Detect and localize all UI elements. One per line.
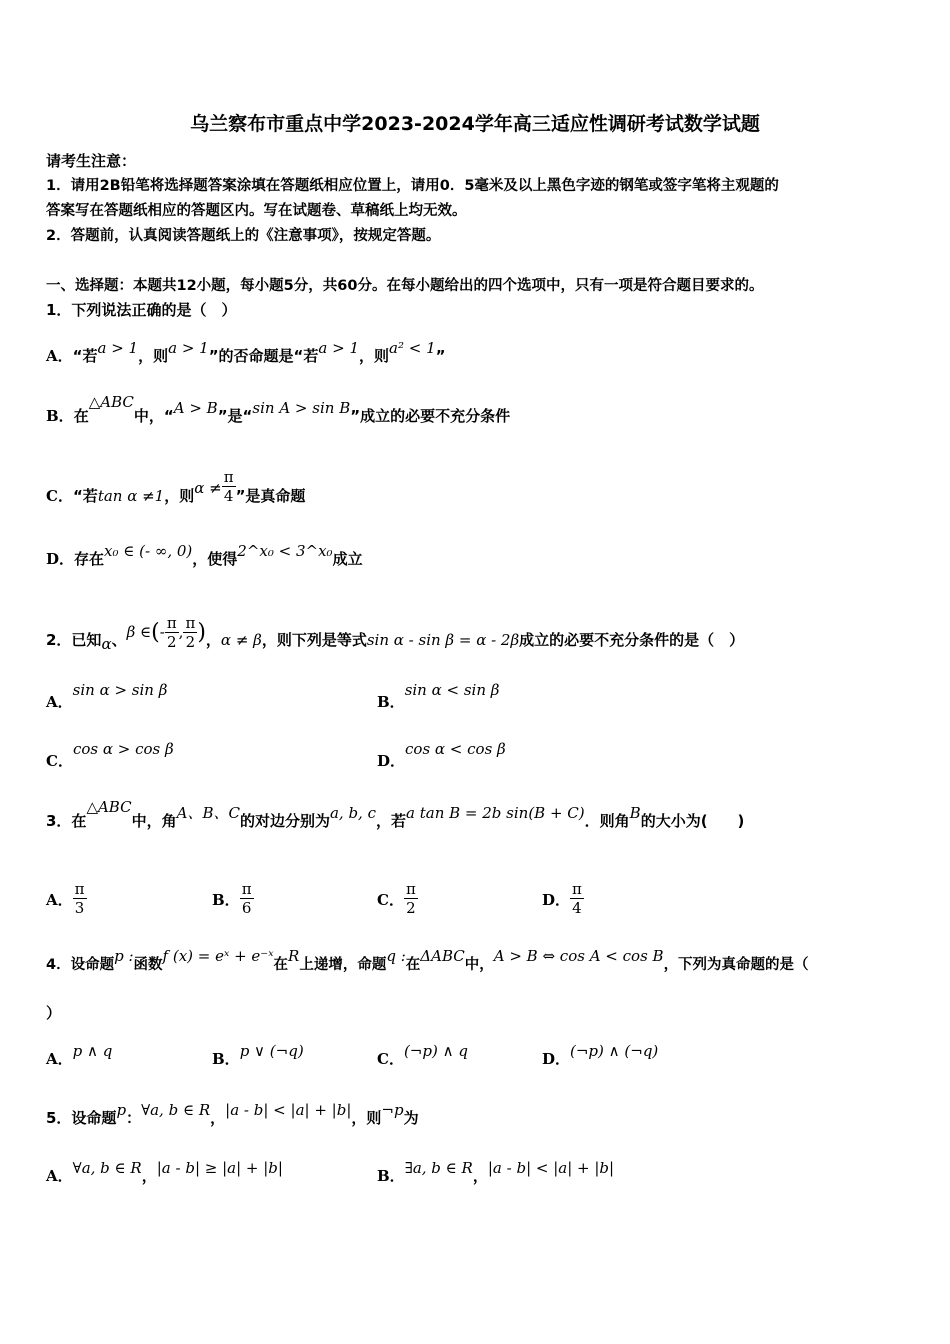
option-label: C． [377, 891, 404, 909]
text: “若 [72, 487, 98, 505]
text: 2．已知 [46, 631, 102, 649]
numerator: π [405, 880, 416, 898]
text: 成立的必要不充分条件的是（ ） [519, 631, 745, 649]
text: 的大小为( ) [640, 812, 745, 830]
math: tan α ≠1 [97, 487, 165, 505]
math: 2^x₀ < 3^x₀ [237, 542, 333, 560]
q1-option-a [46, 339, 446, 366]
notice-heading: 请考生注意： [46, 152, 137, 170]
math: α [101, 635, 112, 653]
minus-sign: - [159, 623, 165, 641]
section-heading: 一、选择题：本题共12小题，每小题5分，共60分。在每小题给出的四个选项中，只有一项是符合题目要求的。 [46, 278, 764, 294]
q2-option-b [377, 681, 500, 712]
option-label: C． [377, 1050, 404, 1068]
denominator: 4 [572, 899, 582, 917]
q3-option-a [46, 882, 87, 919]
math: R [288, 947, 300, 965]
math: sin A > sin B [252, 399, 351, 417]
text: 成立 [332, 550, 363, 568]
q3-option-c [377, 882, 418, 919]
text: ” [435, 347, 446, 365]
q4-stem-close: ） [46, 1004, 62, 1022]
option-label: A． [46, 891, 73, 909]
option-label: A． [46, 693, 73, 711]
math: f (x) = eˣ + e⁻ˣ [162, 947, 274, 965]
fraction [570, 880, 584, 917]
math: a > 1 [318, 339, 360, 357]
q4-option-d [542, 1042, 659, 1069]
q4-stem [46, 947, 809, 975]
fraction [222, 468, 236, 505]
option-label: B． [212, 1050, 240, 1068]
math: ∀a, b ∈ R [141, 1101, 211, 1119]
fraction [165, 614, 179, 651]
option-label: A． [46, 1167, 73, 1185]
math: ∃a, b ∈ R [404, 1159, 473, 1177]
text: 的对边分别为 [239, 812, 330, 830]
q5-stem [46, 1101, 419, 1128]
denominator: 6 [241, 899, 252, 917]
bracket-close: ) [197, 620, 206, 645]
text: 函数 [133, 957, 163, 973]
math: |a - b| < |a| + |b| [487, 1159, 615, 1177]
text: 在 [273, 957, 289, 973]
option-label: C． [46, 752, 73, 770]
math: B [629, 804, 641, 822]
math: β ∈ [126, 623, 152, 641]
text: “若 [72, 347, 98, 365]
math: a > 1 [168, 339, 209, 357]
text: ， [205, 631, 221, 649]
text: 中，“ [133, 407, 174, 425]
q4-option-a [46, 1042, 113, 1069]
q2-option-a [46, 681, 168, 712]
math: a, b, c [329, 804, 376, 822]
denominator: 2 [406, 899, 416, 917]
math: a² < 1 [389, 339, 436, 357]
math: p [116, 1101, 127, 1119]
option-label: A． [46, 1050, 73, 1068]
q2-option-d [377, 740, 506, 771]
q3-option-b [212, 882, 254, 919]
q5-option-b [377, 1159, 615, 1186]
text: ，使得 [192, 550, 238, 568]
text: 5．设命题 [46, 1109, 117, 1127]
fraction [404, 880, 418, 917]
q3-stem [46, 798, 745, 831]
text: 3．在 [46, 812, 87, 830]
text: ，下列为真命题的是（ [663, 957, 809, 973]
q4-option-b [212, 1042, 304, 1069]
numerator: π [166, 614, 177, 632]
q1-stem: 1．下列说法正确的是（ ） [46, 301, 237, 319]
numerator: π [185, 614, 196, 632]
text: ”是真命题 [235, 487, 306, 505]
q1-option-b [46, 393, 511, 426]
math: sin α > sin β [72, 681, 168, 699]
math: q : [386, 947, 406, 965]
text: ， [472, 1167, 488, 1185]
math: p : [114, 947, 134, 965]
fraction [240, 880, 254, 917]
math: ¬p [381, 1101, 404, 1119]
numerator: π [223, 468, 234, 486]
numerator: π [74, 880, 85, 898]
math: cos α < cos β [405, 740, 506, 758]
text: ”是“ [217, 407, 253, 425]
q1-option-d [46, 542, 363, 569]
text: 存在 [74, 550, 105, 568]
math: ΔABC [420, 947, 465, 965]
math: x₀ ∈ (- ∞, 0) [104, 542, 193, 560]
text: 在 [73, 407, 89, 425]
math: △ABC [88, 393, 134, 411]
math: a > 1 [97, 339, 139, 357]
math: p ∧ q [72, 1042, 113, 1060]
notice-line-1b: 答案写在答题纸相应的答题区内。写在试题卷、草稿纸上均无效。 [46, 203, 467, 219]
text: ， [210, 1109, 226, 1127]
fraction [73, 880, 87, 917]
option-label: D． [542, 891, 571, 909]
q3-option-d [542, 882, 584, 919]
fraction [183, 614, 197, 651]
text: ，则下列是等式 [261, 631, 367, 649]
option-label: B． [377, 1167, 405, 1185]
math: sin α < sin β [404, 681, 500, 699]
text: ，则 [359, 347, 390, 365]
option-label: B． [377, 693, 405, 711]
text: ， [141, 1167, 157, 1185]
text: ，则 [164, 487, 195, 505]
q1-option-c [46, 468, 306, 515]
text: ”的否命题是“若 [208, 347, 319, 365]
comma: , [178, 623, 184, 641]
notice-line-1a: 1．请用2B铅笔将选择题答案涂填在答题纸相应位置上，请用0．5毫米及以上黑色字迹的钢笔或签字笔将主观题的 [46, 178, 779, 194]
math: A > B [173, 399, 218, 417]
math: △ABC [86, 798, 132, 816]
text: 、 [111, 631, 127, 649]
text: ．则角 [584, 812, 630, 830]
math: p ∨ (¬q) [239, 1042, 304, 1060]
q2-option-c [46, 740, 174, 771]
option-label: A． [46, 347, 73, 365]
q2-stem [46, 614, 745, 659]
math: (¬p) ∧ q [403, 1042, 468, 1060]
text: 中， [464, 957, 494, 973]
math: a tan B = 2b sin(B + C) [406, 804, 585, 822]
q4-option-c [377, 1042, 468, 1069]
option-label: D． [377, 752, 406, 770]
option-label: C． [46, 487, 73, 505]
math: (¬p) ∧ (¬q) [570, 1042, 659, 1060]
text: 4．设命题 [46, 957, 115, 973]
numerator: π [572, 880, 582, 898]
math: cos α > cos β [72, 740, 174, 758]
math: A、B、C [176, 804, 240, 822]
text: ，则 [351, 1109, 382, 1127]
bracket-open: ( [151, 620, 160, 645]
option-label: B． [212, 891, 240, 909]
math: ∀a, b ∈ R [72, 1159, 142, 1177]
text: ”成立的必要不充分条件 [350, 407, 511, 425]
option-label: D． [542, 1050, 571, 1068]
math: α ≠ β [220, 631, 262, 649]
math: A > B ⇔ cos A < cos B [493, 947, 664, 965]
q5-option-a [46, 1159, 283, 1186]
math: |a - b| ≥ |a| + |b| [156, 1159, 283, 1177]
page-title: 乌兰察布市重点中学2023-2024学年高三适应性调研考试数学试题 [190, 113, 760, 135]
denominator: 4 [223, 487, 234, 505]
option-label: D． [46, 550, 75, 568]
text: 在 [405, 957, 421, 973]
denominator: 2 [166, 633, 177, 651]
option-label: B． [46, 407, 74, 425]
math: α ≠ [194, 479, 222, 497]
text: 中，角 [131, 812, 177, 830]
denominator: 2 [185, 633, 196, 651]
denominator: 3 [74, 899, 85, 917]
notice-line-2: 2．答题前，认真阅读答题纸上的《注意事项》，按规定答题。 [46, 228, 441, 244]
text: ： [126, 1109, 142, 1127]
numerator: π [241, 880, 252, 898]
math: |a - b| < |a| + |b| [225, 1101, 352, 1119]
math: sin α - sin β = α - 2β [366, 631, 520, 649]
text: ，若 [376, 812, 407, 830]
text: 上递增，命题 [299, 957, 387, 973]
text: ，则 [138, 347, 169, 365]
text: 为 [403, 1109, 419, 1127]
